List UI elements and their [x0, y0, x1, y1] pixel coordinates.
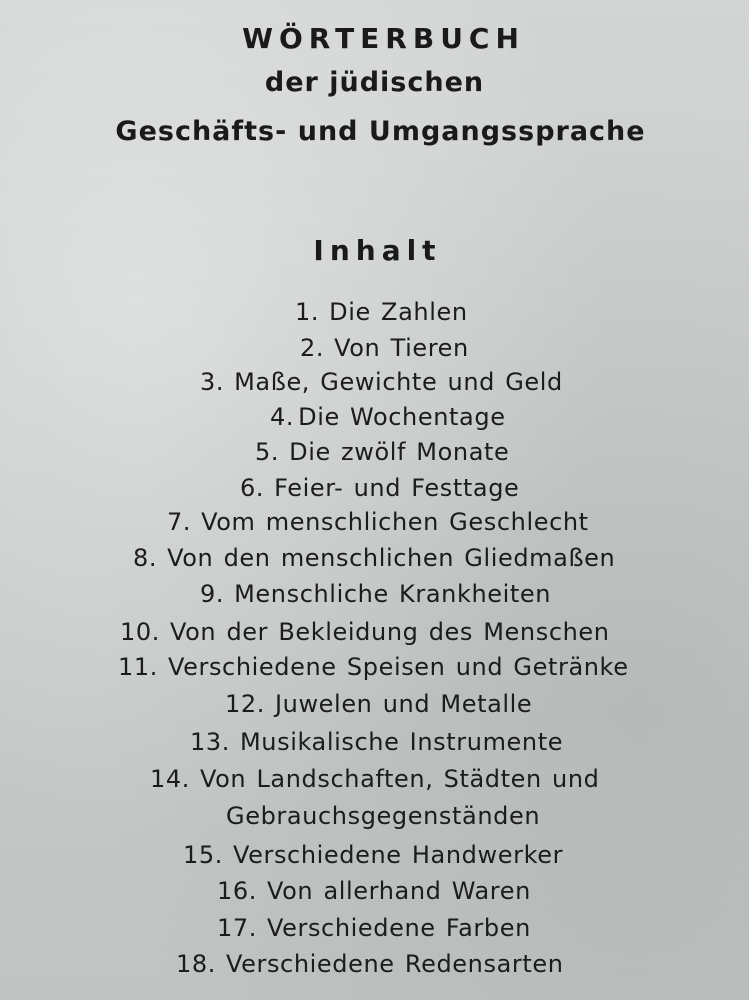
toc-item-number: 16. [217, 877, 257, 905]
toc-item [176, 950, 564, 978]
toc-item-label: Von den menschlichen Gliedmaßen [167, 544, 616, 572]
toc-item [120, 618, 610, 646]
toc-item-label: Vom menschlichen Geschlecht [201, 508, 589, 536]
title-line-2: der jüdischen [264, 67, 485, 98]
toc-item-number: 17. [217, 914, 257, 942]
toc-item [217, 914, 531, 942]
toc-item [133, 544, 615, 572]
toc-item-number: 4. [270, 403, 295, 431]
title-line-1: WÖRTERBUCH [242, 22, 525, 55]
toc-item-number: 8. [133, 544, 158, 572]
toc-item-label: Verschiedene Redensarten [225, 950, 564, 978]
toc-item-label: Musikalische Instrumente [239, 728, 564, 756]
toc-item-label: Menschliche Krankheiten [234, 580, 552, 608]
toc-item-label: Maße, Gewichte und Geld [234, 368, 563, 396]
toc-item-number: 15. [183, 841, 223, 869]
toc-item-label: Juwelen und Metalle [274, 690, 533, 718]
toc-item-label: Von allerhand Waren [266, 877, 531, 905]
toc-item [190, 728, 563, 756]
toc-item [240, 474, 519, 502]
toc-item-number: 12. [225, 690, 265, 718]
toc-item-number: 10. [120, 618, 160, 646]
toc-item-continuation [226, 802, 540, 830]
toc-item-number: 7. [167, 508, 192, 536]
toc-item [167, 508, 589, 536]
title-line-3: Geschäfts- und Umgangssprache [115, 116, 646, 147]
toc-item-label: Von Landschaften, Städten und [199, 765, 600, 793]
toc-item-number: 5. [255, 438, 280, 466]
toc-item [183, 841, 563, 869]
toc-item [118, 653, 629, 681]
toc-item-number: 18. [176, 950, 216, 978]
toc-item [200, 580, 551, 608]
toc-item [270, 403, 506, 431]
toc-item-number: 3. [200, 368, 225, 396]
contents-heading: Inhalt [313, 234, 442, 267]
toc-item-label: Verschiedene Farben [266, 914, 531, 942]
toc-item-label: Die Wochentage [298, 403, 506, 431]
toc-item-label: Die Zahlen [329, 298, 468, 326]
toc-item-label-continued: Gebrauchsgegenständen [226, 802, 541, 830]
toc-item-label: Von der Bekleidung des Menschen [169, 618, 610, 646]
toc-item-number: 11. [118, 653, 158, 681]
toc-item-label: Feier- und Festtage [274, 474, 520, 502]
toc-item-number: 2. [300, 334, 325, 362]
toc-item-number: 9. [200, 580, 225, 608]
toc-item-number: 14. [150, 765, 190, 793]
toc-item [217, 877, 531, 905]
toc-item [295, 298, 468, 326]
toc-item [200, 368, 563, 396]
toc-item-number: 13. [190, 728, 230, 756]
toc-item-number: 6. [240, 474, 265, 502]
toc-item-label: Verschiedene Speisen und Getränke [167, 653, 629, 681]
toc-item-label: Die zwölf Monate [289, 438, 510, 466]
toc-item [255, 438, 509, 466]
toc-item-number: 1. [295, 298, 320, 326]
toc-item-label: Verschiedene Handwerker [232, 841, 564, 869]
toc-item [225, 690, 532, 718]
toc-item-label: Von Tieren [334, 334, 469, 362]
toc-item [150, 765, 600, 793]
toc-item [300, 334, 469, 362]
